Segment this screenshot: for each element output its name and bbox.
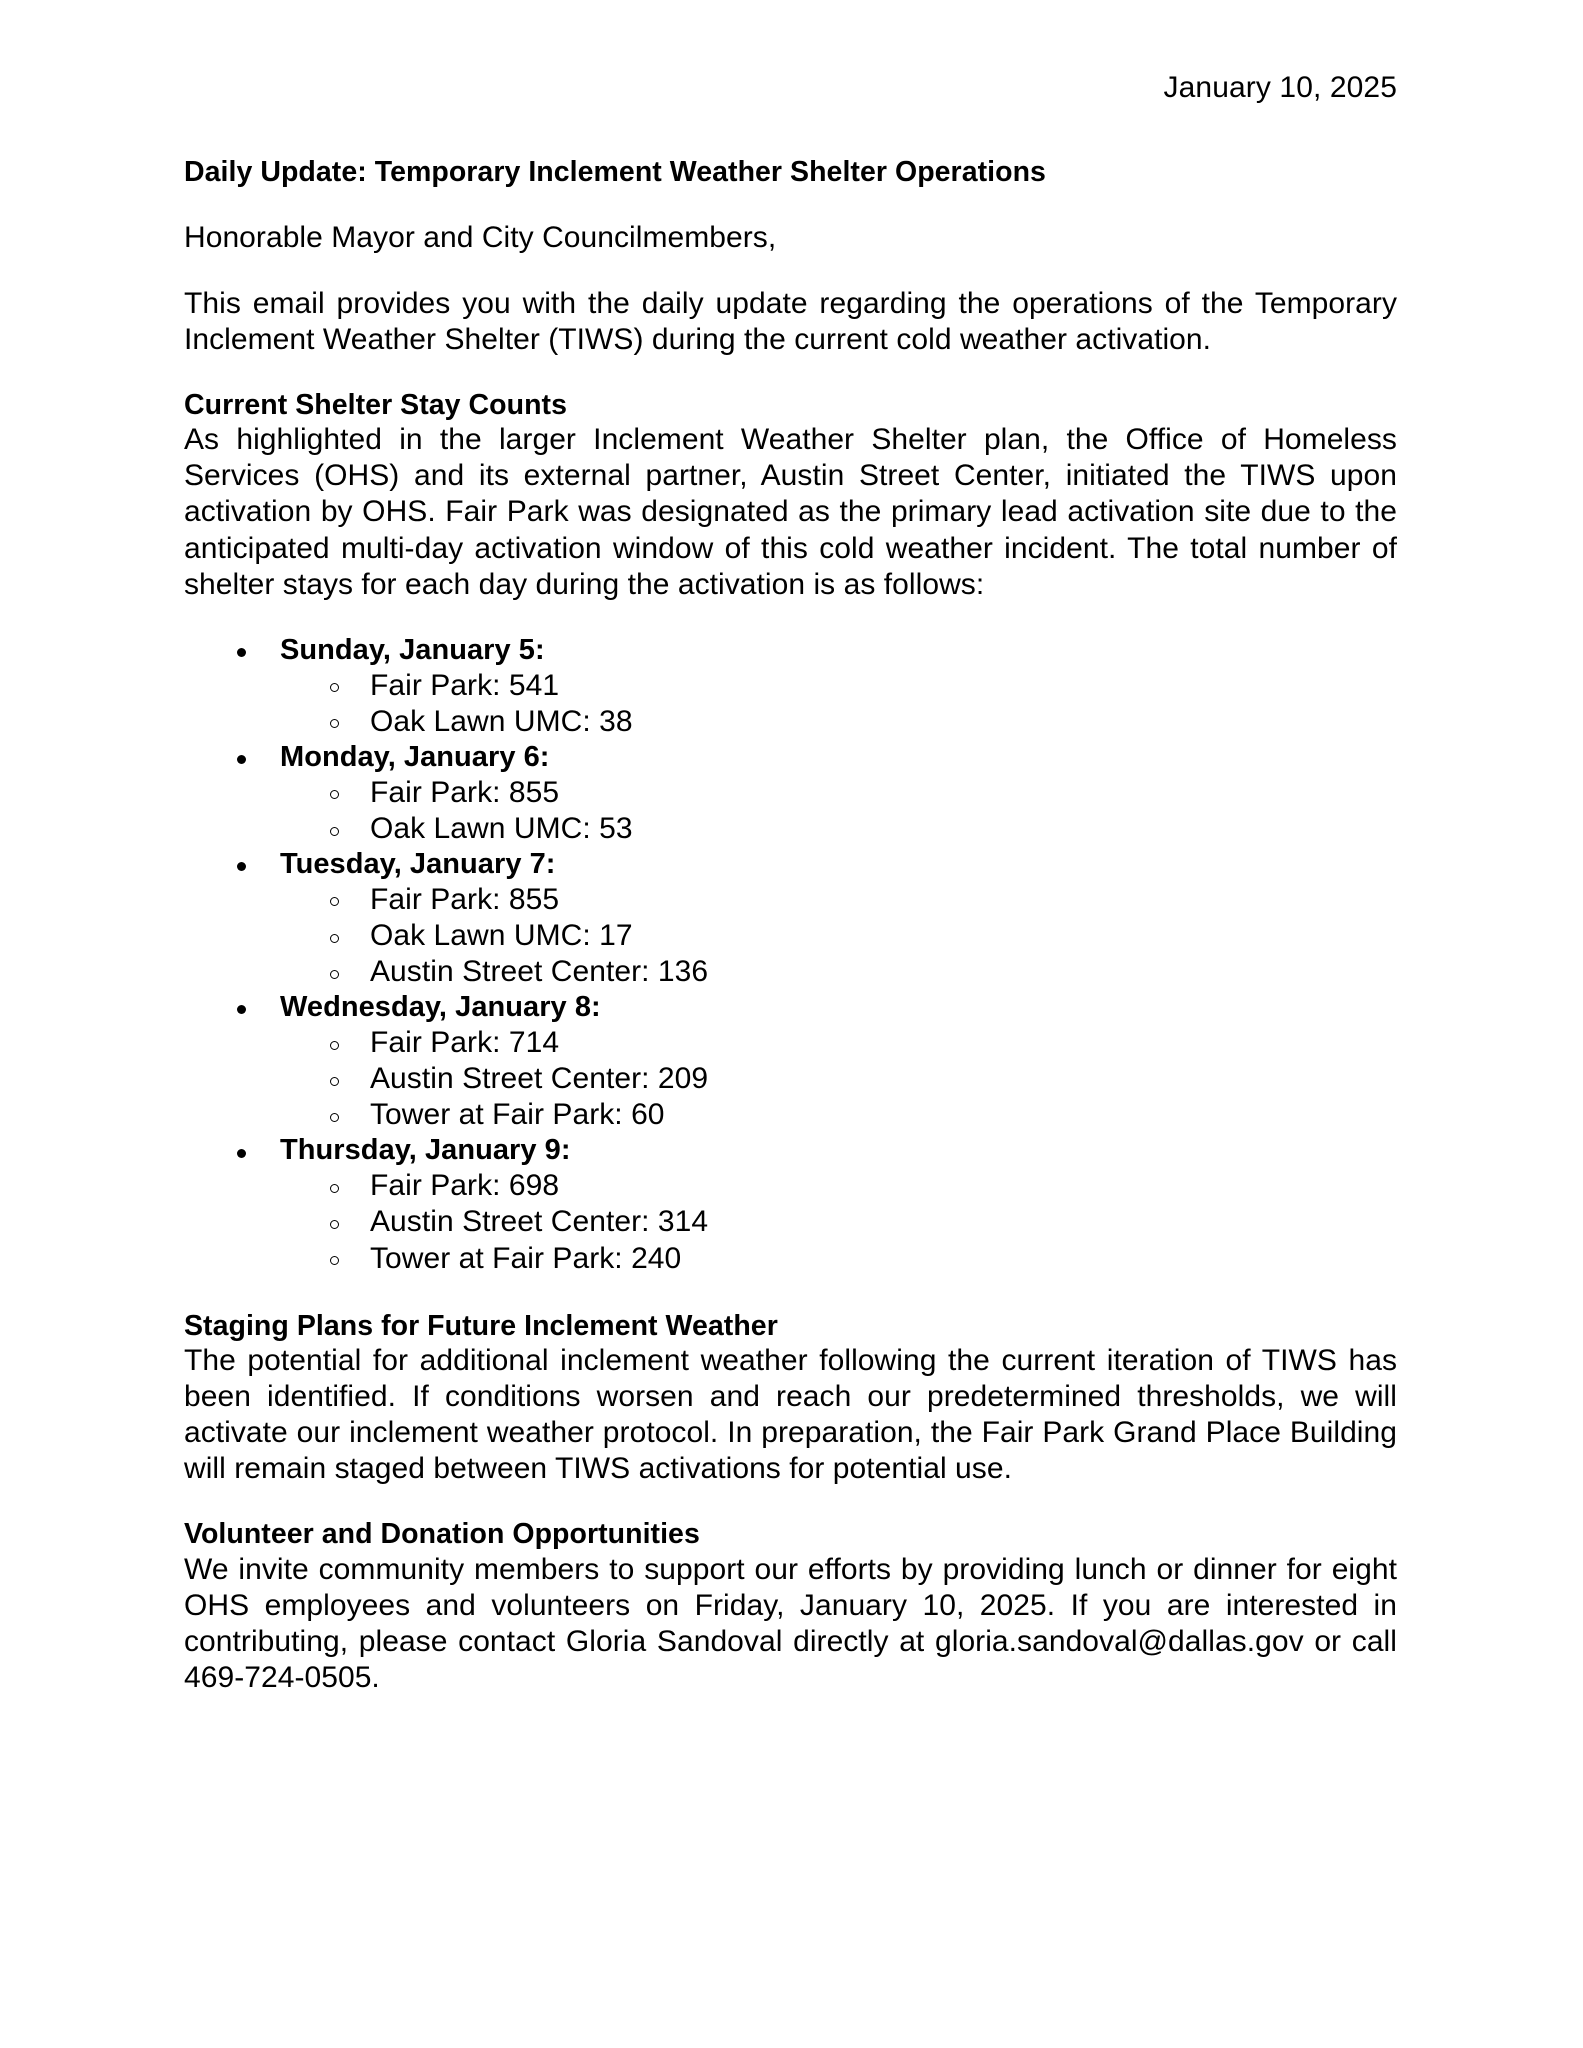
spacer (184, 1277, 1397, 1309)
spacer (184, 105, 1397, 155)
day-label-text: Tuesday, January 7: (280, 848, 556, 881)
site-count-text: Tower at Fair Park: 60 (370, 1098, 665, 1132)
site-count-text: Fair Park: 714 (370, 1026, 560, 1060)
list-item (184, 811, 1397, 847)
list-item (184, 1241, 1397, 1277)
site-count-text: Tower at Fair Park: 240 (370, 1241, 682, 1275)
document-title: Daily Update: Temporary Inclement Weather Shelter Operations (184, 156, 1046, 189)
shelter-counts-paragraph: As highlighted in the larger Inclement Weather Shelter plan, the Office of Homeless Services (OHS) and its external partner, Austin Street Center, initiated the TIWS upon activation by OHS. Fair Park was designated as the primary lead activation site due to the anticipated multi-day activation window of this cold weather incident. The total number of shelter stays for each day during the activation is as follows: (184, 423, 1397, 601)
site-count-text: Austin Street Center: 314 (370, 1205, 709, 1239)
site-list (184, 1168, 1397, 1276)
list-item (184, 668, 1397, 704)
list-item (184, 1133, 1397, 1276)
site-count-text: Oak Lawn UMC: 53 (370, 811, 633, 845)
circle-bullet-icon (330, 897, 339, 906)
greeting-line: Honorable Mayor and City Councilmembers, (184, 220, 777, 254)
disc-bullet-icon (237, 862, 246, 871)
list-item (184, 775, 1397, 811)
day-label-text: Sunday, January 5: (280, 633, 545, 666)
list-item (184, 1168, 1397, 1204)
spacer (184, 358, 1397, 388)
day-label (184, 990, 1397, 1025)
section-heading-volunteer-donation: Volunteer and Donation Opportunities (184, 1518, 700, 1551)
list-item (184, 1061, 1397, 1097)
list-item (184, 1204, 1397, 1240)
spacer (184, 603, 1397, 633)
list-item (184, 882, 1397, 918)
site-count-text: Oak Lawn UMC: 38 (370, 704, 633, 738)
circle-bullet-icon (330, 827, 339, 836)
list-item (184, 704, 1397, 740)
site-count-text: Oak Lawn UMC: 17 (370, 918, 633, 952)
list-item (184, 1097, 1397, 1133)
day-label (184, 847, 1397, 882)
site-count-text: Fair Park: 855 (370, 882, 560, 916)
list-item (184, 990, 1397, 1133)
disc-bullet-icon (237, 755, 246, 764)
site-count-text: Fair Park: 541 (370, 668, 560, 702)
site-count-text: Fair Park: 855 (370, 775, 560, 809)
site-list (184, 668, 1397, 740)
shelter-stay-list (184, 633, 1397, 1277)
day-label (184, 633, 1397, 668)
section-heading-staging-plans: Staging Plans for Future Inclement Weather (184, 1309, 778, 1342)
site-count-text: Austin Street Center: 209 (370, 1062, 709, 1096)
circle-bullet-icon (330, 790, 339, 799)
list-item (184, 954, 1397, 990)
document-date: January 10, 2025 (1163, 71, 1397, 104)
intro-paragraph: This email provides you with the daily update regarding the operations of the Temporary Inclement Weather Shelter (TIWS) during the current cold weather activation. (184, 286, 1397, 356)
circle-bullet-icon (330, 1256, 339, 1265)
site-list (184, 882, 1397, 990)
list-item (184, 918, 1397, 954)
document-content (184, 0, 1397, 1696)
section-heading-shelter-counts: Current Shelter Stay Counts (184, 389, 567, 421)
circle-bullet-icon (330, 1077, 339, 1086)
staging-plans-paragraph: The potential for additional inclement weather following the current iteration of TIWS has been identified. If conditions worsen and reach our predetermined thresholds, we will activate our inclement weather protocol. In preparation, the Fair Park Grand Place Building will remain staged between TIWS activations for potential use. (184, 1343, 1397, 1486)
list-item (184, 1025, 1397, 1061)
circle-bullet-icon (330, 683, 339, 692)
day-label-text: Monday, January 6: (280, 740, 550, 773)
disc-bullet-icon (237, 1005, 246, 1014)
disc-bullet-icon (237, 1149, 246, 1158)
circle-bullet-icon (330, 719, 339, 728)
circle-bullet-icon (330, 1041, 339, 1050)
day-label (184, 1133, 1397, 1168)
site-count-text: Austin Street Center: 136 (370, 955, 709, 989)
circle-bullet-icon (330, 1113, 339, 1122)
circle-bullet-icon (330, 934, 339, 943)
day-label-text: Wednesday, January 8: (280, 991, 601, 1024)
list-item (184, 740, 1397, 847)
circle-bullet-icon (330, 970, 339, 979)
volunteer-donation-paragraph: We invite community members to support our efforts by providing lunch or dinner for eight OHS employees and volunteers on Friday, January 10, 2025. If you are interested in contributing, please contact Gloria Sandoval directly at gloria.sandoval@dallas.gov or call 469-724-0505. (184, 1552, 1397, 1695)
day-label (184, 740, 1397, 775)
spacer (184, 190, 1397, 220)
disc-bullet-icon (237, 648, 246, 657)
list-item (184, 847, 1397, 990)
circle-bullet-icon (330, 1220, 339, 1229)
list-item (184, 633, 1397, 740)
site-list (184, 775, 1397, 847)
day-label-text: Thursday, January 9: (280, 1134, 571, 1167)
spacer (184, 256, 1397, 286)
site-list (184, 1025, 1397, 1133)
spacer (184, 1487, 1397, 1517)
site-count-text: Fair Park: 698 (370, 1169, 560, 1203)
circle-bullet-icon (330, 1184, 339, 1193)
